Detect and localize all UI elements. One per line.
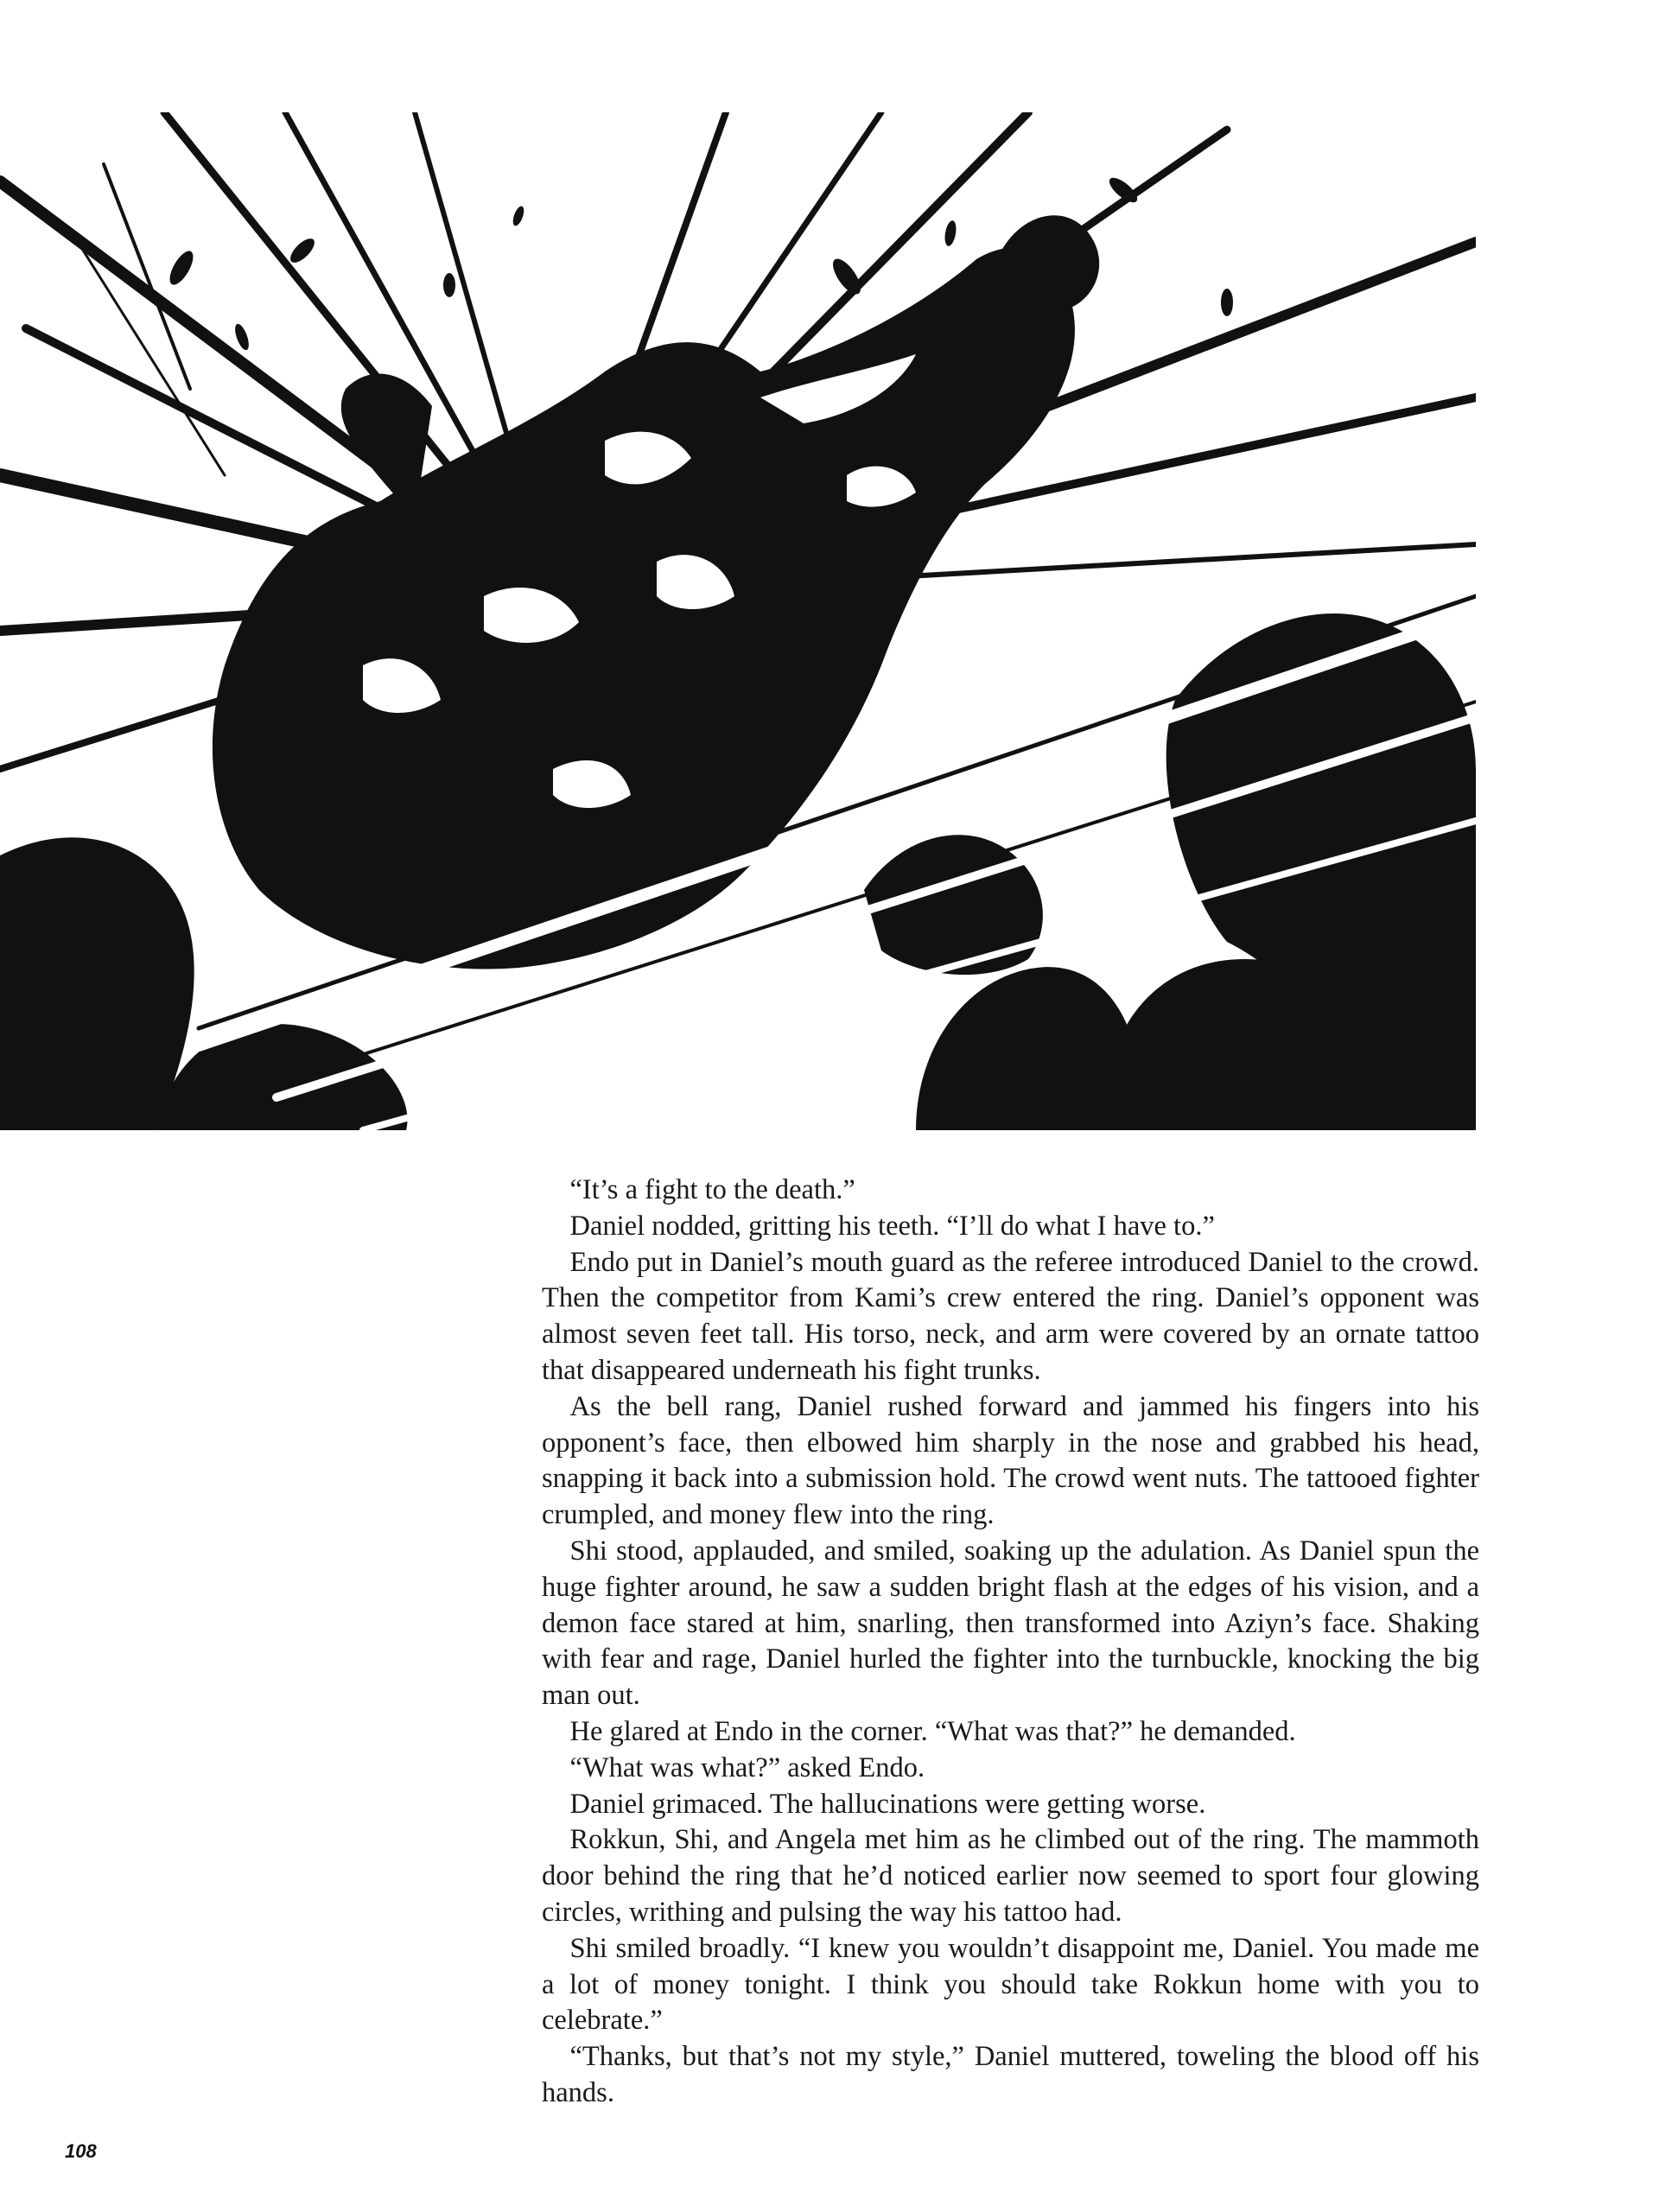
story-paragraph: Shi stood, applauded, and smiled, soaking up the adulation. As Daniel spun the huge fighter around, he saw a sudden bright flash at the edges of his vision, and a demon face stared at him, snarling, then transformed into Aziyn’s face. Shaking with fear and rage, Daniel hurled the fighter into the turnbuckle, knocking the big man out. — [542, 1535, 1479, 1712]
story-paragraph: Endo put in Daniel’s mouth guard as the referee introduced Daniel to the crowd. Then the competitor from Kami’s crew entered the ring. Daniel’s opponent was almost seven feet tall. His torso, neck, and arm were covered by an ornate tattoo that disappeared underneath his fight trunks. — [542, 1246, 1479, 1386]
fight-illustration — [0, 112, 1476, 1130]
story-paragraph: Daniel nodded, gritting his teeth. “I’ll do what I have to.” — [569, 1210, 1215, 1242]
story-paragraph: He glared at Endo in the corner. “What was that?” he demanded. — [569, 1715, 1296, 1747]
story-paragraph: Daniel grimaced. The hallucinations were getting worse. — [569, 1788, 1206, 1820]
ink-artwork — [0, 112, 1476, 1130]
story-paragraph: Rokkun, Shi, and Angela met him as he climbed out of the ring. The mammoth door behind the ring that he’d noticed earlier now seemed to sport four glowing circles, writhing and pulsing the way his tattoo had. — [542, 1824, 1479, 1928]
story-paragraph: Shi smiled broadly. “I knew you wouldn’t disappoint me, Daniel. You made me a lot of money tonight. I think you should take Rokkun home with you to celebrate.” — [542, 1932, 1479, 2037]
story-paragraph: “What was what?” asked Endo. — [569, 1751, 925, 1783]
story-paragraph: “It’s a fight to the death.” — [569, 1174, 855, 1205]
page-number: 108 — [65, 2140, 97, 2162]
story-paragraph: As the bell rang, Daniel rushed forward and jammed his fingers into his opponent’s face, then elbowed him sharply in the nose and grabbed his head, snapping it back into a submission hold. The crowd went nuts. The tattooed fighter crumpled, and money flew into the ring. — [542, 1390, 1479, 1531]
story-text — [542, 1173, 1479, 2112]
story-paragraph: “Thanks, but that’s not my style,” Daniel muttered, toweling the blood off his hands. — [542, 2041, 1479, 2108]
